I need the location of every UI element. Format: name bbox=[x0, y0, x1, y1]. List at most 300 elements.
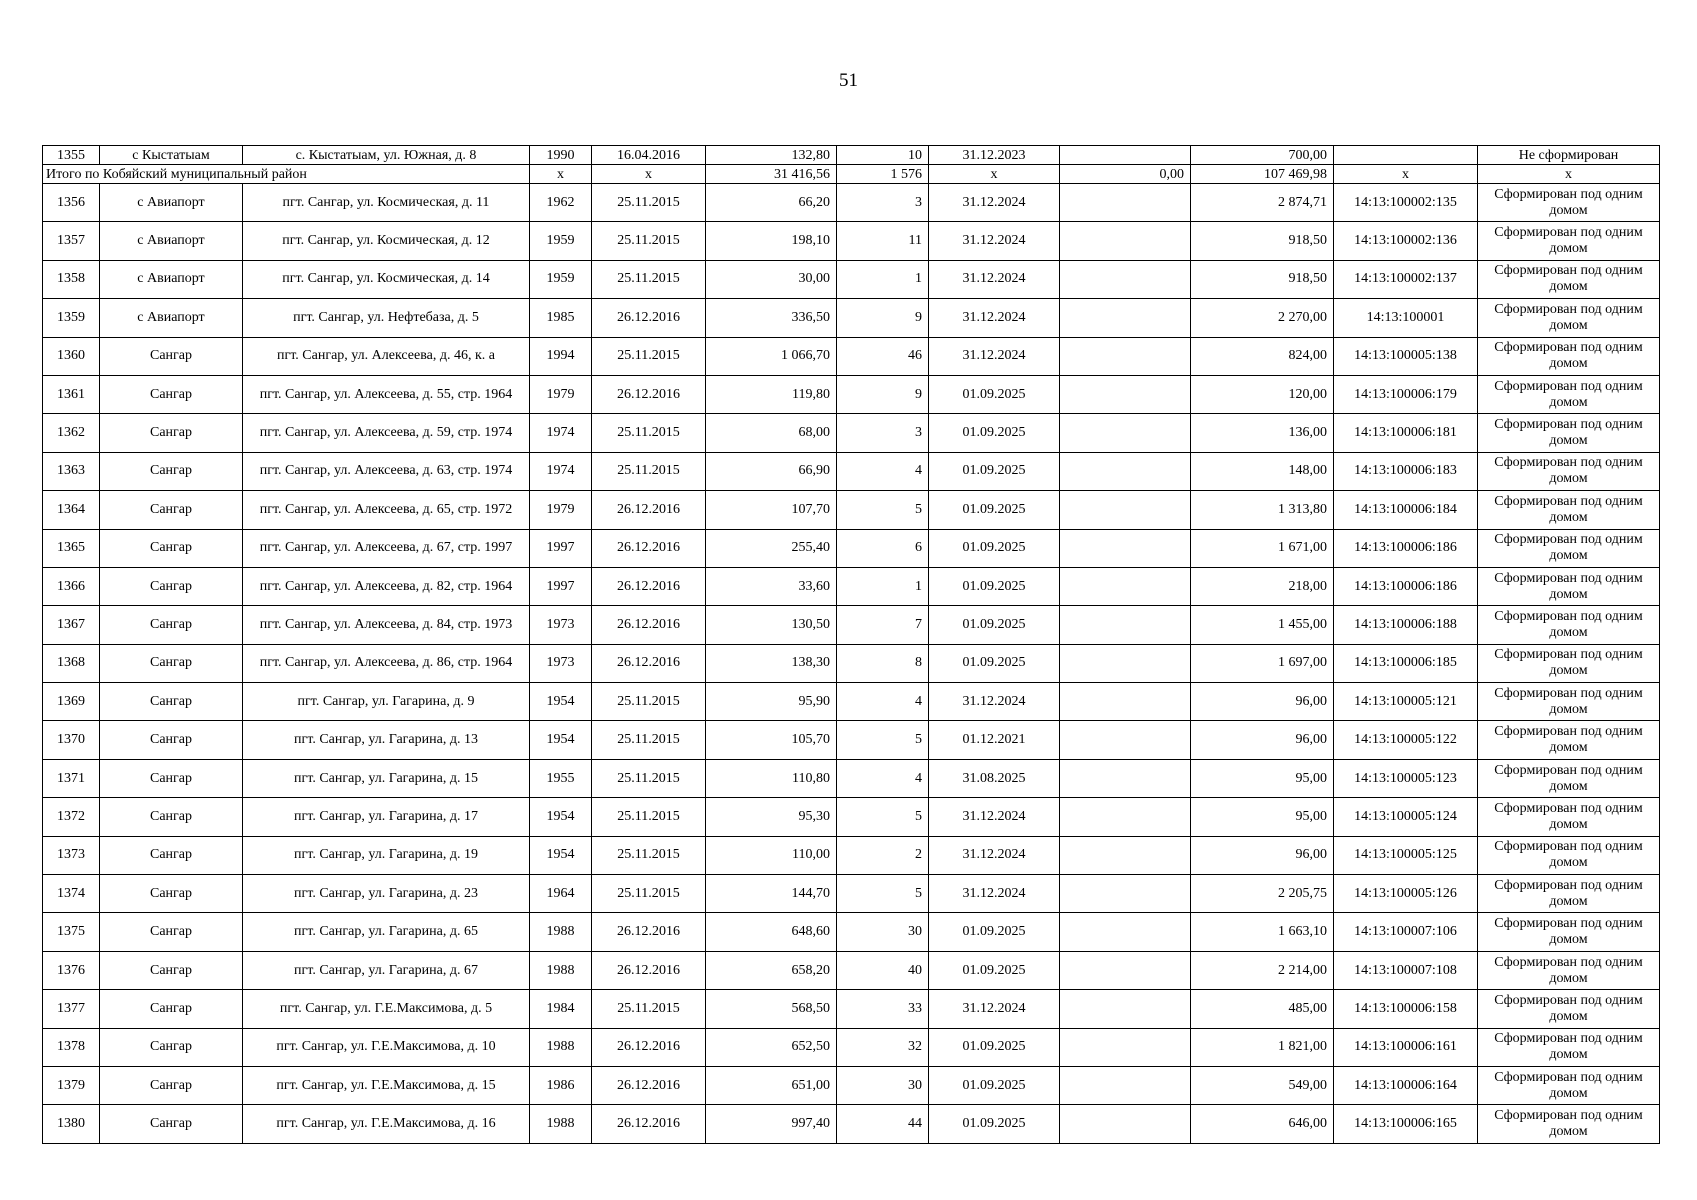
row-number: 1360 bbox=[43, 337, 100, 375]
address-cell: пгт. Сангар, ул. Гагарина, д. 15 bbox=[243, 759, 530, 797]
area-cell: 66,90 bbox=[706, 452, 837, 490]
residents-cell: 4 bbox=[837, 683, 929, 721]
land-area-cell: 549,00 bbox=[1191, 1066, 1334, 1104]
date-cell: 26.12.2016 bbox=[592, 529, 706, 567]
residents-cell: 30 bbox=[837, 913, 929, 951]
date-cell: 25.11.2015 bbox=[592, 875, 706, 913]
land-area-cell: 136,00 bbox=[1191, 414, 1334, 452]
deadline-cell: 31.12.2024 bbox=[929, 798, 1060, 836]
date-cell: 16.04.2016 bbox=[592, 146, 706, 165]
settlement-cell: Сангар bbox=[100, 644, 243, 682]
row-number: 1355 bbox=[43, 146, 100, 165]
row-number: 1356 bbox=[43, 184, 100, 222]
address-cell: пгт. Сангар, ул. Космическая, д. 12 bbox=[243, 222, 530, 260]
settlement-cell: Сангар bbox=[100, 529, 243, 567]
area-cell: 997,40 bbox=[706, 1105, 837, 1143]
residents-cell: 5 bbox=[837, 798, 929, 836]
residents-cell: 7 bbox=[837, 606, 929, 644]
row-number: 1376 bbox=[43, 951, 100, 989]
status-cell: Сформирован под одним домом bbox=[1478, 1028, 1660, 1066]
blank-cell bbox=[1060, 529, 1191, 567]
cadastral-cell: 14:13:100001 bbox=[1334, 299, 1478, 337]
year-cell: 1979 bbox=[530, 375, 592, 413]
table-row bbox=[43, 375, 1660, 413]
residents-cell: 44 bbox=[837, 1105, 929, 1143]
deadline-cell: 01.09.2025 bbox=[929, 452, 1060, 490]
status-cell: Сформирован под одним домом bbox=[1478, 491, 1660, 529]
row-number: 1369 bbox=[43, 683, 100, 721]
residents-cell: 9 bbox=[837, 299, 929, 337]
subtotal-land-area: 107 469,98 bbox=[1191, 165, 1334, 184]
year-cell: 1986 bbox=[530, 1066, 592, 1104]
cadastral-cell: 14:13:100005:122 bbox=[1334, 721, 1478, 759]
cadastral-cell: 14:13:100006:179 bbox=[1334, 375, 1478, 413]
land-area-cell: 824,00 bbox=[1191, 337, 1334, 375]
land-area-cell: 646,00 bbox=[1191, 1105, 1334, 1143]
cadastral-cell: 14:13:100006:186 bbox=[1334, 567, 1478, 605]
cadastral-cell: 14:13:100006:184 bbox=[1334, 491, 1478, 529]
settlement-cell: с Кыстатыам bbox=[100, 146, 243, 165]
land-area-cell: 96,00 bbox=[1191, 683, 1334, 721]
deadline-cell: 01.09.2025 bbox=[929, 1028, 1060, 1066]
year-cell: 1979 bbox=[530, 491, 592, 529]
settlement-cell: Сангар bbox=[100, 913, 243, 951]
settlement-cell: Сангар bbox=[100, 990, 243, 1028]
date-cell: 25.11.2015 bbox=[592, 836, 706, 874]
area-cell: 95,30 bbox=[706, 798, 837, 836]
row-number: 1363 bbox=[43, 452, 100, 490]
address-cell: пгт. Сангар, ул. Алексеева, д. 59, стр. 1974 bbox=[243, 414, 530, 452]
settlement-cell: Сангар bbox=[100, 567, 243, 605]
year-cell: 1988 bbox=[530, 951, 592, 989]
year-cell: 1964 bbox=[530, 875, 592, 913]
residents-cell: 46 bbox=[837, 337, 929, 375]
table-row bbox=[43, 452, 1660, 490]
row-number: 1365 bbox=[43, 529, 100, 567]
cadastral-cell: 14:13:100005:126 bbox=[1334, 875, 1478, 913]
address-cell: пгт. Сангар, ул. Нефтебаза, д. 5 bbox=[243, 299, 530, 337]
subtotal-row bbox=[43, 165, 1660, 184]
subtotal-deadline: х bbox=[929, 165, 1060, 184]
blank-cell bbox=[1060, 1028, 1191, 1066]
address-cell: пгт. Сангар, ул. Космическая, д. 11 bbox=[243, 184, 530, 222]
row-number: 1379 bbox=[43, 1066, 100, 1104]
land-area-cell: 148,00 bbox=[1191, 452, 1334, 490]
date-cell: 26.12.2016 bbox=[592, 1105, 706, 1143]
residents-cell: 33 bbox=[837, 990, 929, 1028]
status-cell: Сформирован под одним домом bbox=[1478, 836, 1660, 874]
area-cell: 652,50 bbox=[706, 1028, 837, 1066]
status-cell: Сформирован под одним домом bbox=[1478, 644, 1660, 682]
area-cell: 110,00 bbox=[706, 836, 837, 874]
deadline-cell: 01.09.2025 bbox=[929, 375, 1060, 413]
status-cell: Сформирован под одним домом bbox=[1478, 299, 1660, 337]
settlement-cell: Сангар bbox=[100, 721, 243, 759]
area-cell: 144,70 bbox=[706, 875, 837, 913]
row-number: 1373 bbox=[43, 836, 100, 874]
year-cell: 1988 bbox=[530, 1105, 592, 1143]
table-row bbox=[43, 414, 1660, 452]
land-area-cell: 95,00 bbox=[1191, 759, 1334, 797]
table-row bbox=[43, 913, 1660, 951]
status-cell: Сформирован под одним домом bbox=[1478, 260, 1660, 298]
year-cell: 1954 bbox=[530, 721, 592, 759]
land-area-cell: 2 205,75 bbox=[1191, 875, 1334, 913]
blank-cell bbox=[1060, 1105, 1191, 1143]
residents-cell: 5 bbox=[837, 875, 929, 913]
cadastral-cell: 14:13:100005:124 bbox=[1334, 798, 1478, 836]
date-cell: 25.11.2015 bbox=[592, 721, 706, 759]
blank-cell bbox=[1060, 759, 1191, 797]
date-cell: 25.11.2015 bbox=[592, 414, 706, 452]
table-body bbox=[43, 146, 1660, 1144]
settlement-cell: Сангар bbox=[100, 337, 243, 375]
area-cell: 119,80 bbox=[706, 375, 837, 413]
blank-cell bbox=[1060, 260, 1191, 298]
status-cell: Сформирован под одним домом bbox=[1478, 951, 1660, 989]
year-cell: 1954 bbox=[530, 836, 592, 874]
area-cell: 110,80 bbox=[706, 759, 837, 797]
year-cell: 1959 bbox=[530, 222, 592, 260]
date-cell: 26.12.2016 bbox=[592, 606, 706, 644]
table-row bbox=[43, 222, 1660, 260]
row-number: 1367 bbox=[43, 606, 100, 644]
year-cell: 1973 bbox=[530, 644, 592, 682]
residents-cell: 32 bbox=[837, 1028, 929, 1066]
date-cell: 25.11.2015 bbox=[592, 260, 706, 298]
blank-cell bbox=[1060, 875, 1191, 913]
land-area-cell: 1 663,10 bbox=[1191, 913, 1334, 951]
cadastral-cell bbox=[1334, 146, 1478, 165]
residents-cell: 5 bbox=[837, 491, 929, 529]
deadline-cell: 31.12.2024 bbox=[929, 683, 1060, 721]
status-cell: Сформирован под одним домом bbox=[1478, 913, 1660, 951]
address-cell: пгт. Сангар, ул. Гагарина, д. 9 bbox=[243, 683, 530, 721]
area-cell: 658,20 bbox=[706, 951, 837, 989]
year-cell: 1985 bbox=[530, 299, 592, 337]
residents-cell: 1 bbox=[837, 567, 929, 605]
area-cell: 30,00 bbox=[706, 260, 837, 298]
land-area-cell: 96,00 bbox=[1191, 836, 1334, 874]
year-cell: 1994 bbox=[530, 337, 592, 375]
table-row bbox=[43, 491, 1660, 529]
deadline-cell: 01.09.2025 bbox=[929, 606, 1060, 644]
blank-cell bbox=[1060, 990, 1191, 1028]
table-row bbox=[43, 567, 1660, 605]
deadline-cell: 31.12.2024 bbox=[929, 990, 1060, 1028]
blank-cell bbox=[1060, 567, 1191, 605]
land-area-cell: 918,50 bbox=[1191, 260, 1334, 298]
area-cell: 68,00 bbox=[706, 414, 837, 452]
date-cell: 25.11.2015 bbox=[592, 452, 706, 490]
date-cell: 26.12.2016 bbox=[592, 951, 706, 989]
settlement-cell: Сангар bbox=[100, 1028, 243, 1066]
address-cell: пгт. Сангар, ул. Г.Е.Максимова, д. 5 bbox=[243, 990, 530, 1028]
settlement-cell: Сангар bbox=[100, 491, 243, 529]
area-cell: 651,00 bbox=[706, 1066, 837, 1104]
address-cell: пгт. Сангар, ул. Гагарина, д. 13 bbox=[243, 721, 530, 759]
date-cell: 26.12.2016 bbox=[592, 913, 706, 951]
area-cell: 648,60 bbox=[706, 913, 837, 951]
page-number: 51 bbox=[839, 70, 858, 91]
row-number: 1364 bbox=[43, 491, 100, 529]
blank-cell bbox=[1060, 184, 1191, 222]
deadline-cell: 31.12.2024 bbox=[929, 260, 1060, 298]
subtotal-label: Итого по Кобяйский муниципальный район bbox=[43, 165, 530, 184]
address-cell: пгт. Сангар, ул. Алексеева, д. 84, стр. 1973 bbox=[243, 606, 530, 644]
land-area-cell: 1 697,00 bbox=[1191, 644, 1334, 682]
date-cell: 25.11.2015 bbox=[592, 683, 706, 721]
residents-cell: 11 bbox=[837, 222, 929, 260]
settlement-cell: Сангар bbox=[100, 1105, 243, 1143]
land-area-cell: 485,00 bbox=[1191, 990, 1334, 1028]
residents-cell: 10 bbox=[837, 146, 929, 165]
deadline-cell: 31.08.2025 bbox=[929, 759, 1060, 797]
subtotal-status: х bbox=[1478, 165, 1660, 184]
address-cell: пгт. Сангар, ул. Алексеева, д. 86, стр. 1964 bbox=[243, 644, 530, 682]
deadline-cell: 31.12.2024 bbox=[929, 299, 1060, 337]
blank-cell bbox=[1060, 337, 1191, 375]
blank-cell bbox=[1060, 644, 1191, 682]
residents-cell: 40 bbox=[837, 951, 929, 989]
status-cell: Сформирован под одним домом bbox=[1478, 759, 1660, 797]
status-cell: Сформирован под одним домом bbox=[1478, 567, 1660, 605]
cadastral-cell: 14:13:100006:185 bbox=[1334, 644, 1478, 682]
blank-cell bbox=[1060, 1066, 1191, 1104]
area-cell: 107,70 bbox=[706, 491, 837, 529]
table-row bbox=[43, 990, 1660, 1028]
table-row bbox=[43, 337, 1660, 375]
address-cell: пгт. Сангар, ул. Космическая, д. 14 bbox=[243, 260, 530, 298]
status-cell: Сформирован под одним домом bbox=[1478, 414, 1660, 452]
date-cell: 26.12.2016 bbox=[592, 491, 706, 529]
row-number: 1380 bbox=[43, 1105, 100, 1143]
table-row bbox=[43, 759, 1660, 797]
cadastral-cell: 14:13:100005:121 bbox=[1334, 683, 1478, 721]
year-cell: 1997 bbox=[530, 529, 592, 567]
table-row bbox=[43, 951, 1660, 989]
blank-cell bbox=[1060, 299, 1191, 337]
address-cell: пгт. Сангар, ул. Гагарина, д. 23 bbox=[243, 875, 530, 913]
row-number: 1375 bbox=[43, 913, 100, 951]
status-cell: Сформирован под одним домом bbox=[1478, 184, 1660, 222]
address-cell: пгт. Сангар, ул. Алексеева, д. 55, стр. 1964 bbox=[243, 375, 530, 413]
date-cell: 25.11.2015 bbox=[592, 798, 706, 836]
date-cell: 25.11.2015 bbox=[592, 990, 706, 1028]
cadastral-cell: 14:13:100006:165 bbox=[1334, 1105, 1478, 1143]
deadline-cell: 31.12.2024 bbox=[929, 337, 1060, 375]
blank-cell bbox=[1060, 375, 1191, 413]
land-area-cell: 120,00 bbox=[1191, 375, 1334, 413]
row-number: 1361 bbox=[43, 375, 100, 413]
address-cell: пгт. Сангар, ул. Г.Е.Максимова, д. 16 bbox=[243, 1105, 530, 1143]
land-area-cell: 1 671,00 bbox=[1191, 529, 1334, 567]
status-cell: Сформирован под одним домом bbox=[1478, 798, 1660, 836]
area-cell: 132,80 bbox=[706, 146, 837, 165]
year-cell: 1955 bbox=[530, 759, 592, 797]
blank-cell bbox=[1060, 836, 1191, 874]
address-cell: пгт. Сангар, ул. Г.Е.Максимова, д. 10 bbox=[243, 1028, 530, 1066]
table-row bbox=[43, 260, 1660, 298]
settlement-cell: с Авиапорт bbox=[100, 260, 243, 298]
row-number: 1368 bbox=[43, 644, 100, 682]
date-cell: 25.11.2015 bbox=[592, 184, 706, 222]
blank-cell bbox=[1060, 414, 1191, 452]
cadastral-cell: 14:13:100006:186 bbox=[1334, 529, 1478, 567]
area-cell: 198,10 bbox=[706, 222, 837, 260]
address-cell: пгт. Сангар, ул. Гагарина, д. 65 bbox=[243, 913, 530, 951]
subtotal-cadastral: х bbox=[1334, 165, 1478, 184]
land-area-cell: 2 874,71 bbox=[1191, 184, 1334, 222]
year-cell: 1954 bbox=[530, 798, 592, 836]
land-area-cell: 700,00 bbox=[1191, 146, 1334, 165]
deadline-cell: 31.12.2024 bbox=[929, 836, 1060, 874]
deadline-cell: 01.09.2025 bbox=[929, 491, 1060, 529]
table-row bbox=[43, 184, 1660, 222]
subtotal-date: х bbox=[592, 165, 706, 184]
residents-cell: 30 bbox=[837, 1066, 929, 1104]
table-row bbox=[43, 683, 1660, 721]
settlement-cell: Сангар bbox=[100, 759, 243, 797]
residents-cell: 3 bbox=[837, 184, 929, 222]
settlement-cell: с Авиапорт bbox=[100, 299, 243, 337]
year-cell: 1988 bbox=[530, 913, 592, 951]
cadastral-cell: 14:13:100005:138 bbox=[1334, 337, 1478, 375]
area-cell: 336,50 bbox=[706, 299, 837, 337]
area-cell: 66,20 bbox=[706, 184, 837, 222]
deadline-cell: 01.09.2025 bbox=[929, 644, 1060, 682]
subtotal-residents: 1 576 bbox=[837, 165, 929, 184]
settlement-cell: с Авиапорт bbox=[100, 222, 243, 260]
residents-cell: 8 bbox=[837, 644, 929, 682]
cadastral-cell: 14:13:100002:135 bbox=[1334, 184, 1478, 222]
deadline-cell: 01.09.2025 bbox=[929, 529, 1060, 567]
table-row bbox=[43, 1066, 1660, 1104]
deadline-cell: 31.12.2024 bbox=[929, 222, 1060, 260]
cadastral-cell: 14:13:100006:161 bbox=[1334, 1028, 1478, 1066]
table-row bbox=[43, 529, 1660, 567]
residents-cell: 3 bbox=[837, 414, 929, 452]
table-row bbox=[43, 798, 1660, 836]
row-number: 1358 bbox=[43, 260, 100, 298]
date-cell: 26.12.2016 bbox=[592, 1028, 706, 1066]
status-cell: Сформирован под одним домом bbox=[1478, 990, 1660, 1028]
residents-cell: 4 bbox=[837, 759, 929, 797]
date-cell: 26.12.2016 bbox=[592, 567, 706, 605]
address-cell: пгт. Сангар, ул. Алексеева, д. 46, к. а bbox=[243, 337, 530, 375]
row-number: 1359 bbox=[43, 299, 100, 337]
table-row bbox=[43, 1028, 1660, 1066]
year-cell: 1990 bbox=[530, 146, 592, 165]
cadastral-cell: 14:13:100007:108 bbox=[1334, 951, 1478, 989]
row-number: 1374 bbox=[43, 875, 100, 913]
status-cell: Сформирован под одним домом bbox=[1478, 337, 1660, 375]
year-cell: 1974 bbox=[530, 414, 592, 452]
status-cell: Не сформирован bbox=[1478, 146, 1660, 165]
row-number: 1362 bbox=[43, 414, 100, 452]
residents-cell: 4 bbox=[837, 452, 929, 490]
land-area-cell: 2 270,00 bbox=[1191, 299, 1334, 337]
deadline-cell: 01.09.2025 bbox=[929, 567, 1060, 605]
deadline-cell: 01.12.2021 bbox=[929, 721, 1060, 759]
settlement-cell: Сангар bbox=[100, 683, 243, 721]
date-cell: 25.11.2015 bbox=[592, 222, 706, 260]
blank-cell bbox=[1060, 491, 1191, 529]
settlement-cell: Сангар bbox=[100, 414, 243, 452]
cadastral-cell: 14:13:100007:106 bbox=[1334, 913, 1478, 951]
area-cell: 105,70 bbox=[706, 721, 837, 759]
settlement-cell: Сангар bbox=[100, 606, 243, 644]
table-row bbox=[43, 606, 1660, 644]
address-cell: пгт. Сангар, ул. Алексеева, д. 82, стр. 1964 bbox=[243, 567, 530, 605]
land-area-cell: 1 455,00 bbox=[1191, 606, 1334, 644]
cadastral-cell: 14:13:100006:188 bbox=[1334, 606, 1478, 644]
row-number: 1357 bbox=[43, 222, 100, 260]
area-cell: 33,60 bbox=[706, 567, 837, 605]
deadline-cell: 01.09.2025 bbox=[929, 951, 1060, 989]
subtotal-blank: 0,00 bbox=[1060, 165, 1191, 184]
table-row bbox=[43, 721, 1660, 759]
land-area-cell: 95,00 bbox=[1191, 798, 1334, 836]
settlement-cell: Сангар bbox=[100, 375, 243, 413]
status-cell: Сформирован под одним домом bbox=[1478, 721, 1660, 759]
table-row bbox=[43, 836, 1660, 874]
area-cell: 568,50 bbox=[706, 990, 837, 1028]
address-cell: пгт. Сангар, ул. Гагарина, д. 67 bbox=[243, 951, 530, 989]
address-cell: пгт. Сангар, ул. Алексеева, д. 67, стр. 1997 bbox=[243, 529, 530, 567]
row-number: 1370 bbox=[43, 721, 100, 759]
year-cell: 1988 bbox=[530, 1028, 592, 1066]
blank-cell bbox=[1060, 606, 1191, 644]
residents-cell: 2 bbox=[837, 836, 929, 874]
deadline-cell: 01.09.2025 bbox=[929, 1066, 1060, 1104]
blank-cell bbox=[1060, 951, 1191, 989]
table-row bbox=[43, 644, 1660, 682]
settlement-cell: Сангар bbox=[100, 951, 243, 989]
year-cell: 1997 bbox=[530, 567, 592, 605]
subtotal-area: 31 416,56 bbox=[706, 165, 837, 184]
area-cell: 1 066,70 bbox=[706, 337, 837, 375]
table-row bbox=[43, 1105, 1660, 1143]
date-cell: 26.12.2016 bbox=[592, 375, 706, 413]
deadline-cell: 31.12.2024 bbox=[929, 184, 1060, 222]
cadastral-cell: 14:13:100006:164 bbox=[1334, 1066, 1478, 1104]
date-cell: 26.12.2016 bbox=[592, 299, 706, 337]
address-cell: пгт. Сангар, ул. Г.Е.Максимова, д. 15 bbox=[243, 1066, 530, 1104]
cadastral-cell: 14:13:100006:183 bbox=[1334, 452, 1478, 490]
table-row bbox=[43, 299, 1660, 337]
area-cell: 130,50 bbox=[706, 606, 837, 644]
settlement-cell: с Авиапорт bbox=[100, 184, 243, 222]
status-cell: Сформирован под одним домом bbox=[1478, 1066, 1660, 1104]
row-number: 1378 bbox=[43, 1028, 100, 1066]
date-cell: 26.12.2016 bbox=[592, 1066, 706, 1104]
status-cell: Сформирован под одним домом bbox=[1478, 222, 1660, 260]
cadastral-cell: 14:13:100005:125 bbox=[1334, 836, 1478, 874]
residents-cell: 1 bbox=[837, 260, 929, 298]
year-cell: 1954 bbox=[530, 683, 592, 721]
year-cell: 1962 bbox=[530, 184, 592, 222]
area-cell: 138,30 bbox=[706, 644, 837, 682]
table-row bbox=[43, 875, 1660, 913]
address-cell: пгт. Сангар, ул. Гагарина, д. 19 bbox=[243, 836, 530, 874]
deadline-cell: 01.09.2025 bbox=[929, 1105, 1060, 1143]
year-cell: 1959 bbox=[530, 260, 592, 298]
residents-cell: 9 bbox=[837, 375, 929, 413]
deadline-cell: 31.12.2024 bbox=[929, 875, 1060, 913]
residents-cell: 5 bbox=[837, 721, 929, 759]
settlement-cell: Сангар bbox=[100, 1066, 243, 1104]
